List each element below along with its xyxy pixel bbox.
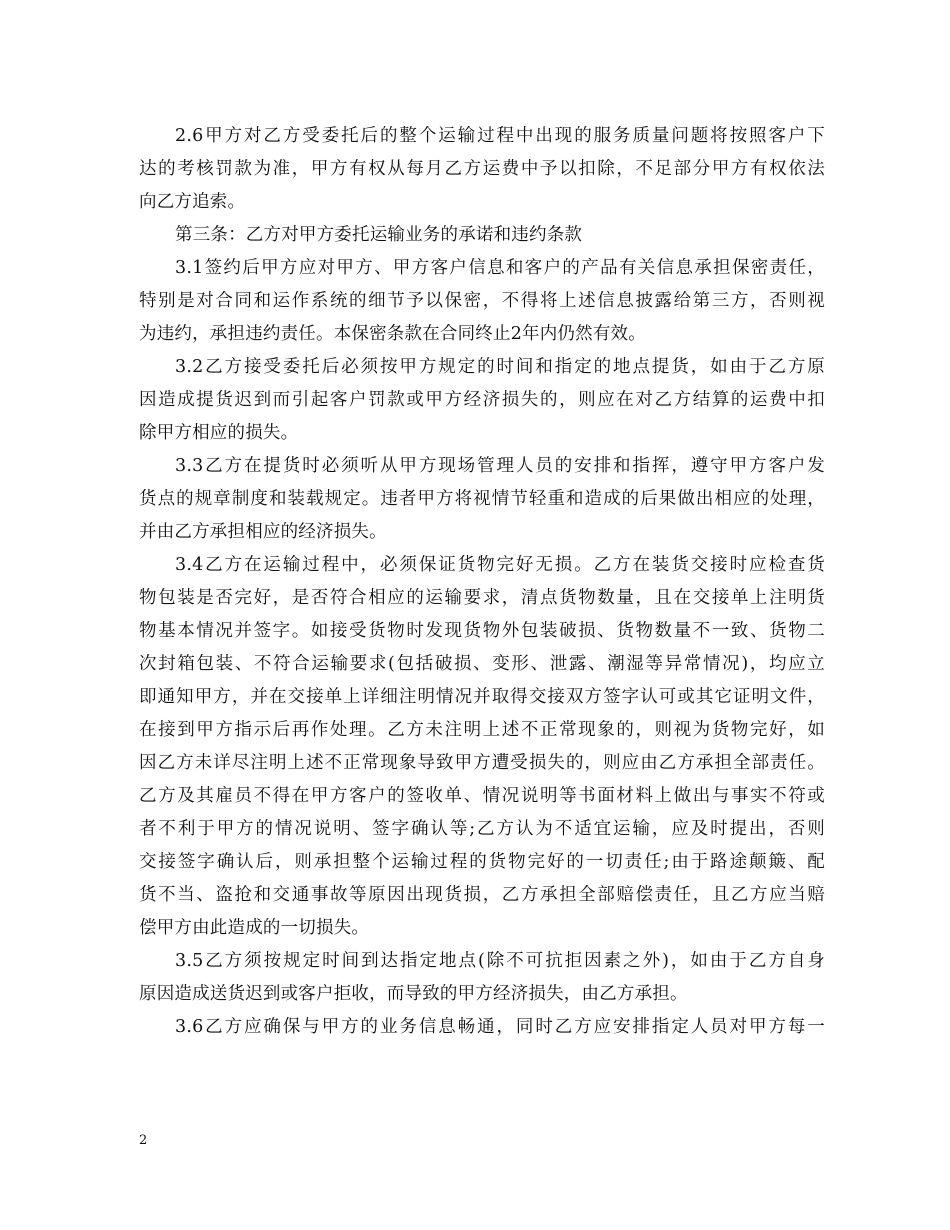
text-line: 乙方及其雇员不得在甲方客户的签收单、情况说明等书面材料上做出与事实不符或 bbox=[139, 786, 825, 806]
text-line: 向乙方追索。 bbox=[139, 192, 246, 212]
text-line: 物包装是否完好，是否符合相应的运输要求，清点货物数量，且在交接单上注明货 bbox=[139, 588, 825, 608]
text-line: 因造成提货迟到而引起客户罚款或甲方经济损失的，则应在对乙方结算的运费中扣 bbox=[139, 390, 825, 410]
text-line: 3.1签约后甲方应对甲方、甲方客户信息和客户的产品有关信息承担保密责任， bbox=[175, 258, 825, 278]
text-line: 次封箱包装、不符合运输要求(包括破损、变形、泄露、潮湿等异常情况)，均应立 bbox=[139, 654, 825, 674]
document-body bbox=[139, 120, 825, 1044]
text-line: 货不当、盗抢和交通事故等原因出现货损，乙方承担全部赔偿责任，且乙方应当赔 bbox=[139, 885, 825, 905]
text-line: 并由乙方承担相应的经济损失。 bbox=[139, 522, 387, 542]
text-line: 货点的规章制度和装载规定。违者甲方将视情节轻重和造成的后果做出相应的处理， bbox=[139, 489, 825, 509]
text-line: 即通知甲方，并在交接单上详细注明情况并取得交接双方签字认可或其它证明文件， bbox=[139, 687, 825, 707]
text-line: 3.2乙方接受委托后必须按甲方规定的时间和指定的地点提货，如由于乙方原 bbox=[175, 357, 825, 377]
text-line: 除甲方相应的损失。 bbox=[139, 423, 299, 443]
text-line: 为违约，承担违约责任。本保密条款在合同终止2年内仍然有效。 bbox=[139, 324, 646, 344]
text-line: 第三条：乙方对甲方委托运输业务的承诺和违约条款 bbox=[175, 225, 583, 245]
text-line: 3.6乙方应确保与甲方的业务信息畅通，同时乙方应安排指定人员对甲方每一 bbox=[175, 1017, 825, 1037]
text-line: 3.5乙方须按规定时间到达指定地点(除不可抗拒因素之外)，如由于乙方自身 bbox=[175, 951, 825, 971]
text-line: 原因造成送货迟到或客户拒收，而导致的甲方经济损失，由乙方承担。 bbox=[139, 984, 688, 1004]
text-line: 偿甲方由此造成的一切损失。 bbox=[139, 918, 370, 938]
text-line: 达的考核罚款为准，甲方有权从每月乙方运费中予以扣除，不足部分甲方有权依法 bbox=[139, 159, 825, 179]
text-line: 特别是对合同和运作系统的细节予以保密，不得将上述信息披露给第三方，否则视 bbox=[139, 291, 825, 311]
text-line: 因乙方未详尽注明上述不正常现象导致甲方遭受损失的，则应由乙方承担全部责任。 bbox=[139, 753, 825, 773]
text-line: 物基本情况并签字。如接受货物时发现货物外包装破损、货物数量不一致、货物二 bbox=[139, 621, 825, 641]
text-line: 交接签字确认后，则承担整个运输过程的货物完好的一切责任;由于路途颠簸、配 bbox=[139, 852, 825, 872]
text-line: 2.6甲方对乙方受委托后的整个运输过程中出现的服务质量问题将按照客户下 bbox=[175, 126, 825, 146]
text-line: 者不利于甲方的情况说明、签字确认等;乙方认为不适宜运输，应及时提出，否则 bbox=[139, 819, 825, 839]
text-line: 在接到甲方指示后再作处理。乙方未注明上述不正常现象的，则视为货物完好，如 bbox=[139, 720, 825, 740]
text-line: 3.4乙方在运输过程中，必须保证货物完好无损。乙方在装货交接时应检查货 bbox=[175, 555, 825, 575]
page-number: 2 bbox=[139, 1133, 148, 1148]
text-line: 3.3乙方在提货时必须听从甲方现场管理人员的安排和指挥，遵守甲方客户发 bbox=[175, 456, 825, 476]
